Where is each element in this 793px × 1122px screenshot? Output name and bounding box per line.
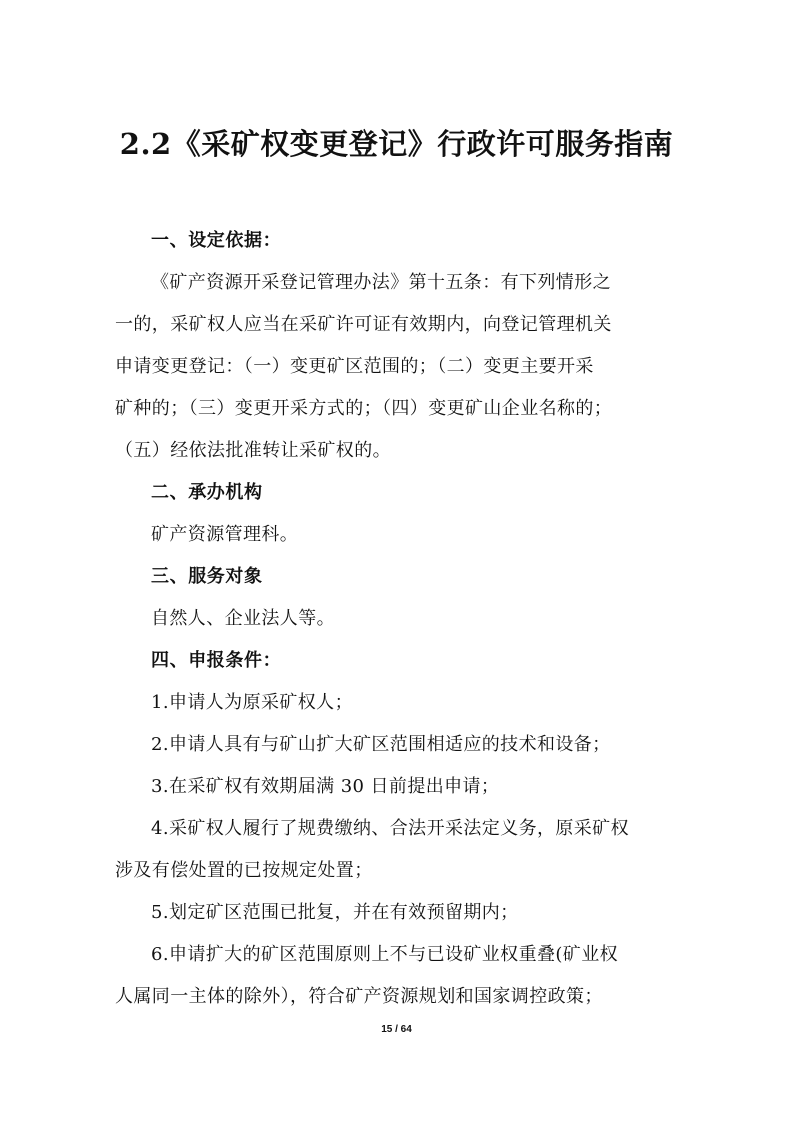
condition-item: 4.采矿权人履行了规费缴纳、合法开采法定义务，原采矿权 (151, 818, 629, 839)
condition-item: 5.划定矿区范围已批复，并在有效预留期内； (151, 902, 519, 923)
document-title: 2.2《采矿权变更登记》行政许可服务指南 (119, 127, 674, 161)
section-heading-conditions: 四、申报条件： (151, 650, 282, 671)
basis-line: 申请变更登记：（一）变更矿区范围的；（二）变更主要开采 (115, 356, 594, 377)
section-heading-agency: 二、承办机构 (151, 482, 263, 503)
condition-item: 1.申请人为原采矿权人； (151, 692, 353, 713)
page-number: 15 / 64 (381, 1024, 412, 1035)
basis-line: 《矿产资源开采登记管理办法》第十五条：有下列情形之 (151, 272, 611, 293)
condition-item: 3.在采矿权有效期届满 30 日前提出申请； (151, 776, 500, 797)
document-body (115, 220, 705, 1018)
condition-item-continuation: 人属同一主体的除外），符合矿产资源规划和国家调控政策； (115, 986, 603, 1007)
basis-line: （五）经依法批准转让采矿权的。 (115, 440, 391, 461)
condition-item: 2.申请人具有与矿山扩大矿区范围相适应的技术和设备； (151, 734, 611, 755)
condition-item: 6.申请扩大的矿区范围原则上不与已设矿业权重叠(矿业权 (151, 944, 618, 965)
condition-item-continuation: 涉及有偿处置的已按规定处置； (115, 860, 373, 881)
basis-line: 一的，采矿权人应当在采矿许可证有效期内，向登记管理机关 (115, 314, 612, 335)
section-heading-basis: 一、设定依据： (151, 230, 282, 251)
agency-text: 矿产资源管理科。 (151, 524, 299, 545)
basis-line: 矿种的；（三）变更开采方式的；（四）变更矿山企业名称的； (115, 398, 613, 419)
target-text: 自然人、企业法人等。 (151, 608, 335, 629)
section-heading-target: 三、服务对象 (151, 566, 263, 587)
